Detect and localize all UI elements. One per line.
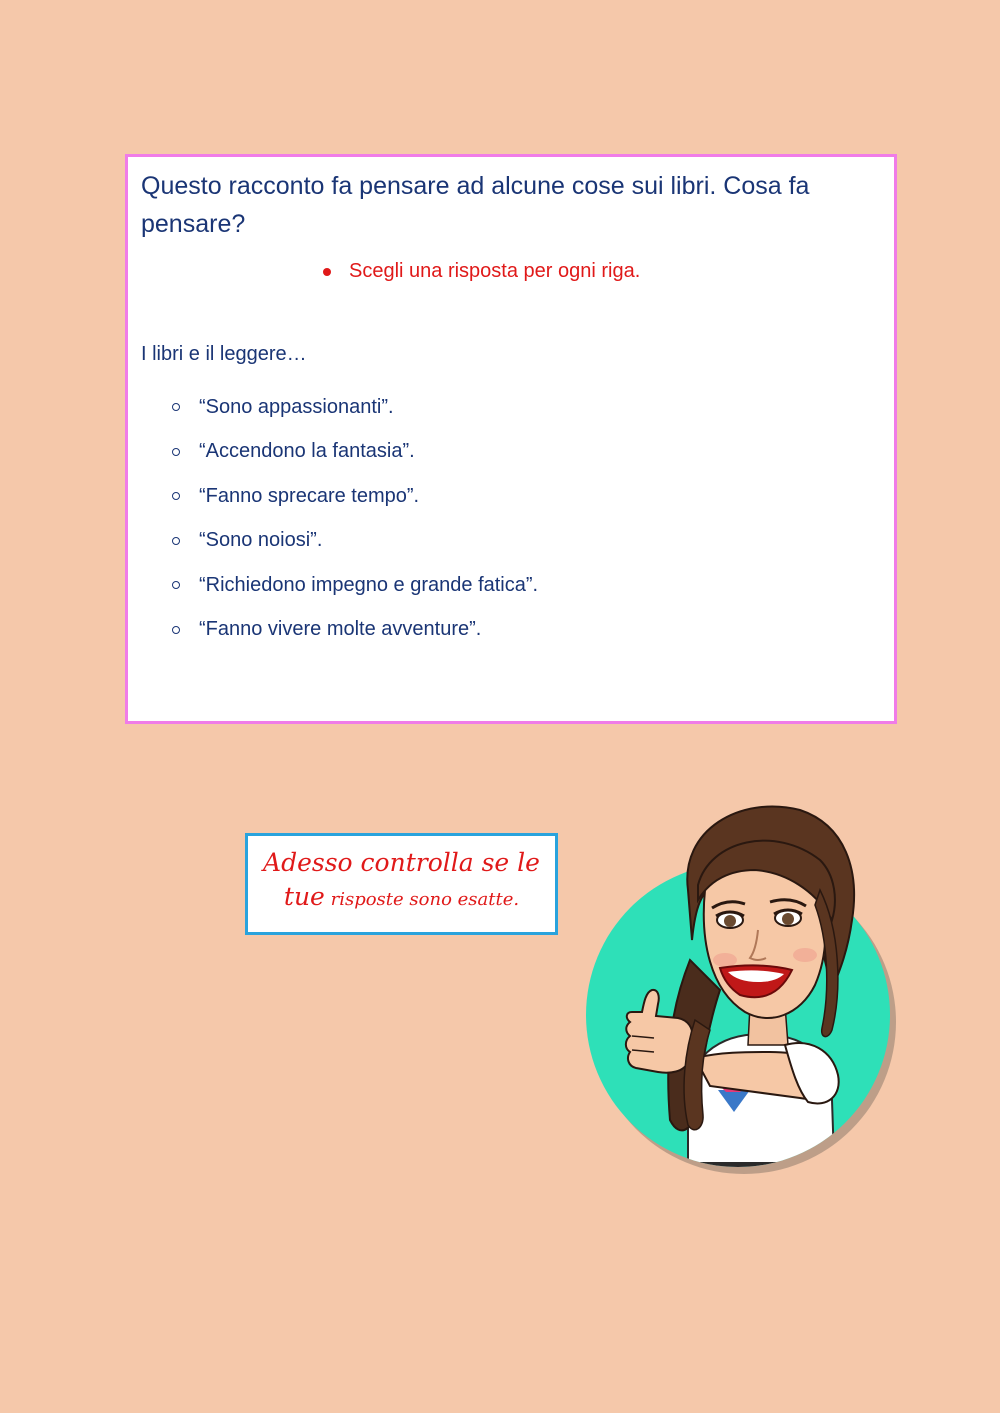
radio-circle-icon[interactable] — [172, 492, 180, 500]
option-label: “Fanno sprecare tempo”. — [199, 484, 420, 507]
option-label: “Fanno vivere molte avventure”. — [199, 618, 482, 641]
options-intro: I libri e il leggere… — [141, 343, 307, 365]
instruction — [323, 260, 640, 283]
thumbs-up-avatar-icon — [570, 790, 910, 1190]
check-note-line1: Adesso controlla se le — [263, 848, 540, 877]
check-note-rest: risposte sono esatte. — [330, 889, 520, 910]
option-item[interactable] — [172, 474, 538, 519]
option-item[interactable] — [172, 430, 538, 475]
option-item[interactable] — [172, 563, 538, 608]
option-label: “Sono appassionanti”. — [199, 395, 394, 418]
radio-circle-icon[interactable] — [172, 448, 180, 456]
radio-circle-icon[interactable] — [172, 403, 180, 411]
bullet-icon — [323, 268, 331, 276]
radio-circle-icon[interactable] — [172, 626, 180, 634]
option-label: “Richiedono impegno e grande fatica”. — [199, 573, 539, 596]
check-note-tue: tue — [283, 882, 325, 911]
option-item[interactable] — [172, 385, 538, 430]
question-title: Questo racconto fa pensare ad alcune cose sui libri. Cosa fa pensare? — [141, 172, 810, 238]
option-label: “Accendono la fantasia”. — [199, 440, 415, 463]
options-list — [172, 385, 538, 652]
question-box — [125, 154, 897, 724]
check-answers-note — [245, 833, 558, 935]
radio-circle-icon[interactable] — [172, 581, 180, 589]
option-label: “Sono noiosi”. — [199, 529, 323, 552]
option-item[interactable] — [172, 519, 538, 564]
option-item[interactable] — [172, 608, 538, 653]
check-note-line2 — [248, 880, 555, 917]
instruction-text: Scegli una risposta per ogni riga. — [349, 260, 641, 282]
radio-circle-icon[interactable] — [172, 537, 180, 545]
